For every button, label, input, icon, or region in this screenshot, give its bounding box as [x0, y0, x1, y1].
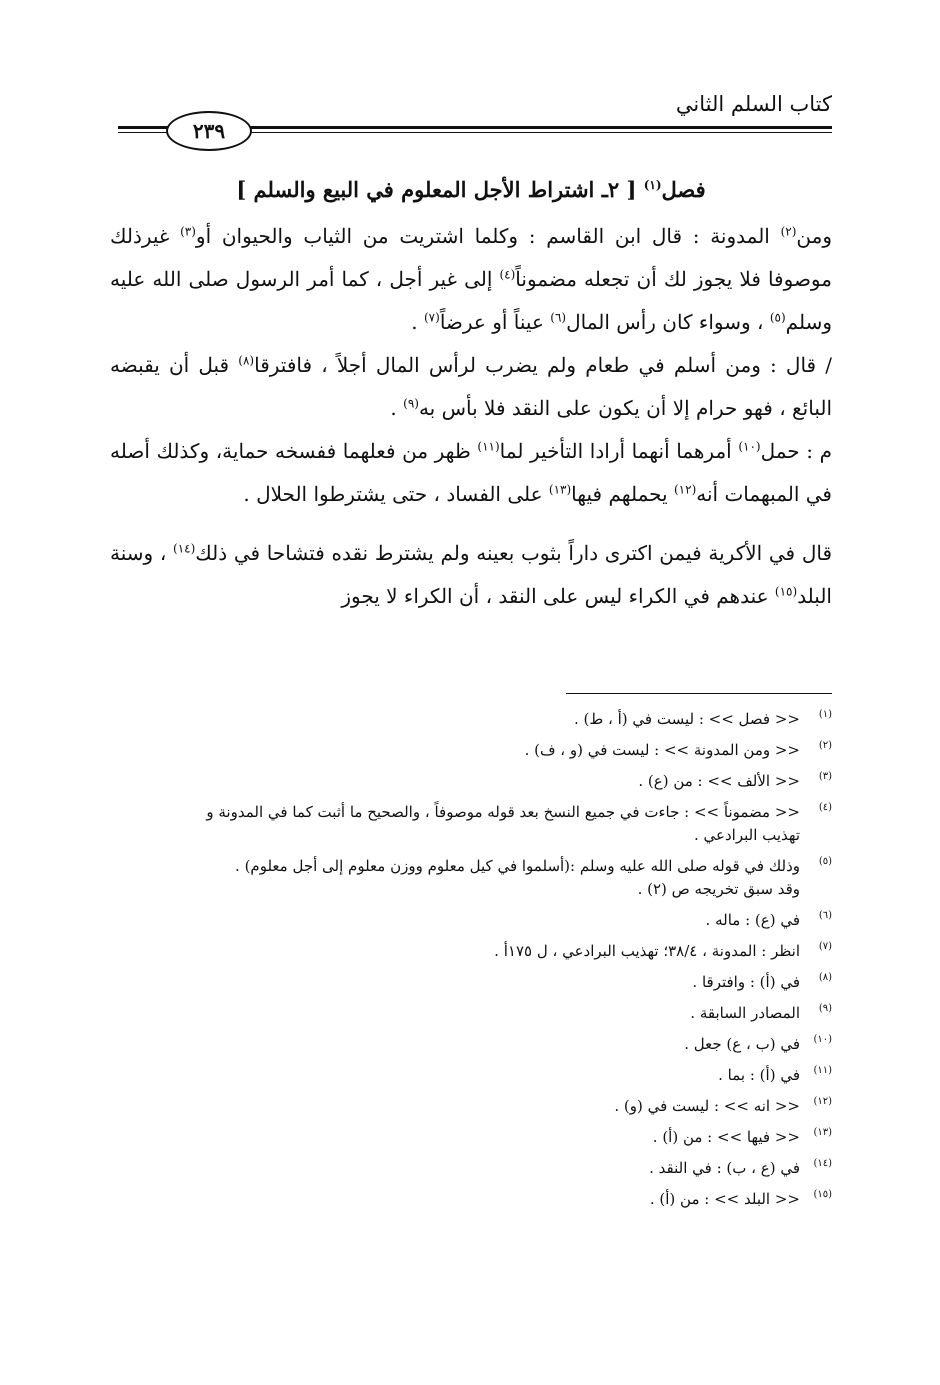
footnote-text	[110, 801, 800, 847]
footnote-text: المصادر السابقة .	[690, 1004, 800, 1022]
footnote-text: في (أ) : وافترقا .	[692, 973, 800, 991]
running-title: كتاب السلم الثاني	[675, 92, 832, 116]
main-text	[110, 168, 832, 618]
footnote-ref: (١١)	[477, 439, 500, 454]
footnote	[110, 1064, 832, 1087]
footnote-ref: (٩)	[403, 396, 419, 411]
footnote-number: (١٥)	[813, 1189, 832, 1200]
text-run: غيرذلك موصوفا فلا يجوز لك أن تجعله مضموناً	[110, 224, 832, 291]
footnote-ref: (٧)	[423, 310, 440, 325]
footnote-ref: (١)	[643, 178, 662, 192]
footnote-text: في (ب ، ع) جعل .	[684, 1035, 800, 1053]
footnote-ref: (٤)	[499, 267, 516, 282]
text-run: قبل أن يقبضه البائع ، فهو حرام إلا أن يكون على النقد فلا بأس به	[110, 353, 832, 420]
footnote-continuation: وقد سبق تخريجه ص (٢) .	[637, 880, 800, 898]
text-run: قال في الأكرية فيمن اكترى داراً بثوب بعينه ولم يشترط نقده فتشاحا في ذلك	[195, 541, 833, 565]
text-run: ، وسواء كان رأس المال	[566, 310, 770, 334]
footnote-text: << ومن المدونة >> : ليست في (و ، ف) .	[524, 741, 800, 759]
footnote-number: (٤)	[818, 802, 832, 813]
footnote-ref: (١٥)	[774, 584, 798, 599]
heading-title: [ ٢ـ اشتراط الأجل المعلوم في البيع والسلم ]	[236, 177, 637, 202]
footnote	[110, 1095, 832, 1118]
footnote-ref: (٥)	[769, 310, 786, 325]
footnote-number: (١١)	[813, 1065, 832, 1076]
section-heading	[110, 168, 832, 211]
footnote-line: << مضموناً >> : جاءت في جميع النسخ بعد قوله موصوفاً ، والصحيح ما أثبت كما في المدونة و	[206, 803, 800, 821]
footnote-text: في (ع) : ماله .	[705, 911, 800, 929]
footnote	[110, 708, 832, 731]
footnote	[110, 971, 832, 994]
footnote-number: (٩)	[818, 1003, 832, 1014]
footnote-line: وذلك في قوله صلى الله عليه وسلم :(أسلموا في كيل معلوم ووزن معلوم إلى أجل معلوم) .	[235, 857, 800, 875]
footnote-number: (٢)	[818, 740, 832, 751]
footnote	[110, 1002, 832, 1025]
footnote	[110, 1157, 832, 1180]
footnote	[110, 770, 832, 793]
text-run: عندهم في الكراء ليس على النقد ، أن الكراء لا يجوز	[341, 584, 775, 608]
footnote-number: (١٢)	[813, 1096, 832, 1107]
footnote	[110, 855, 832, 901]
footnote-ref: (٦)	[550, 310, 567, 325]
footnote-number: (١٣)	[813, 1127, 832, 1138]
text-run: المدونة : قال ابن القاسم : وكلما اشتريت من الثياب والحيوان أو	[195, 224, 781, 248]
footnote-continuation: تهذيب البرادعي .	[693, 826, 800, 844]
footnote-number: (١٤)	[813, 1158, 832, 1169]
text-run: يحملهم فيها	[571, 482, 674, 506]
text-run: إلى غير أجل ، كما أمر الرسول صلى الله عليه وسلم	[110, 267, 832, 334]
footnote	[110, 940, 832, 963]
footnote-number: (١٠)	[813, 1034, 832, 1045]
footnote-text: << البلد >> : من (أ) .	[649, 1190, 800, 1208]
text-run: ظهر من فعلهما ففسخه حماية، وكذلك أصله في المبهمات أنه	[110, 439, 832, 506]
footnote-text: << انه >> : ليست في (و) .	[614, 1097, 800, 1115]
text-run: .	[390, 396, 404, 420]
footnote-text: في (ع ، ب) : في النقد .	[649, 1159, 800, 1177]
footnote-text: << فصل >> : ليست في (أ ، ط) .	[573, 710, 800, 728]
footnote-ref: (٣)	[180, 224, 196, 239]
footnote-text: في (أ) : بما .	[718, 1066, 800, 1084]
footnote-text: << فيها >> : من (أ) .	[652, 1128, 800, 1146]
footnote-text	[110, 855, 800, 901]
footnote	[110, 801, 832, 847]
footnote-ref: (١٠)	[738, 439, 761, 454]
heading-label: فصل	[661, 177, 706, 202]
footnote-number: (٥)	[818, 856, 832, 867]
footnote	[110, 1188, 832, 1211]
page-number: ٢٣٩	[166, 111, 252, 151]
footnote-ref: (٨)	[238, 353, 255, 368]
footnote-number: (٧)	[818, 941, 832, 952]
footnote-ref: (٢)	[780, 224, 797, 239]
footnote-number: (٣)	[818, 771, 832, 782]
footnote-ref: (١٤)	[173, 541, 196, 556]
text-run: ، وسنة البلد	[110, 541, 832, 608]
footnote-number: (١)	[818, 709, 832, 720]
paragraph-3	[110, 430, 832, 516]
paragraph-2	[110, 344, 832, 430]
footnotes	[110, 708, 832, 1219]
footnote	[110, 1126, 832, 1149]
text-run: عيناً أو عرضاً	[439, 310, 551, 334]
footnote-separator	[566, 693, 832, 694]
footnote-text: انظر : المدونة ، ٣٨/٤؛ تهذيب البرادعي ، ل ١٧٥أ .	[494, 942, 800, 960]
footnote	[110, 1033, 832, 1056]
text-run: م : حمل	[760, 439, 832, 463]
text-run: على الفساد ، حتى يشترطوا الحلال .	[243, 482, 549, 506]
footnote-number: (٨)	[818, 972, 832, 983]
footnote-ref: (١٢)	[673, 482, 697, 497]
text-run: / قال : ومن أسلم في طعام ولم يضرب لرأس المال أجلاً ، فافترقا	[254, 353, 832, 377]
paragraph-4	[110, 532, 832, 618]
text-run: .	[411, 310, 424, 334]
footnote-ref: (١٣)	[548, 482, 572, 497]
text-run: أمرهما أنهما أرادا التأخير لما	[499, 439, 739, 463]
footnote-text: << الألف >> : من (ع) .	[638, 772, 800, 790]
paragraph-1	[110, 215, 832, 344]
footnote	[110, 739, 832, 762]
footnote-number: (٦)	[818, 910, 832, 921]
footnote	[110, 909, 832, 932]
text-run: ومن	[796, 224, 832, 248]
